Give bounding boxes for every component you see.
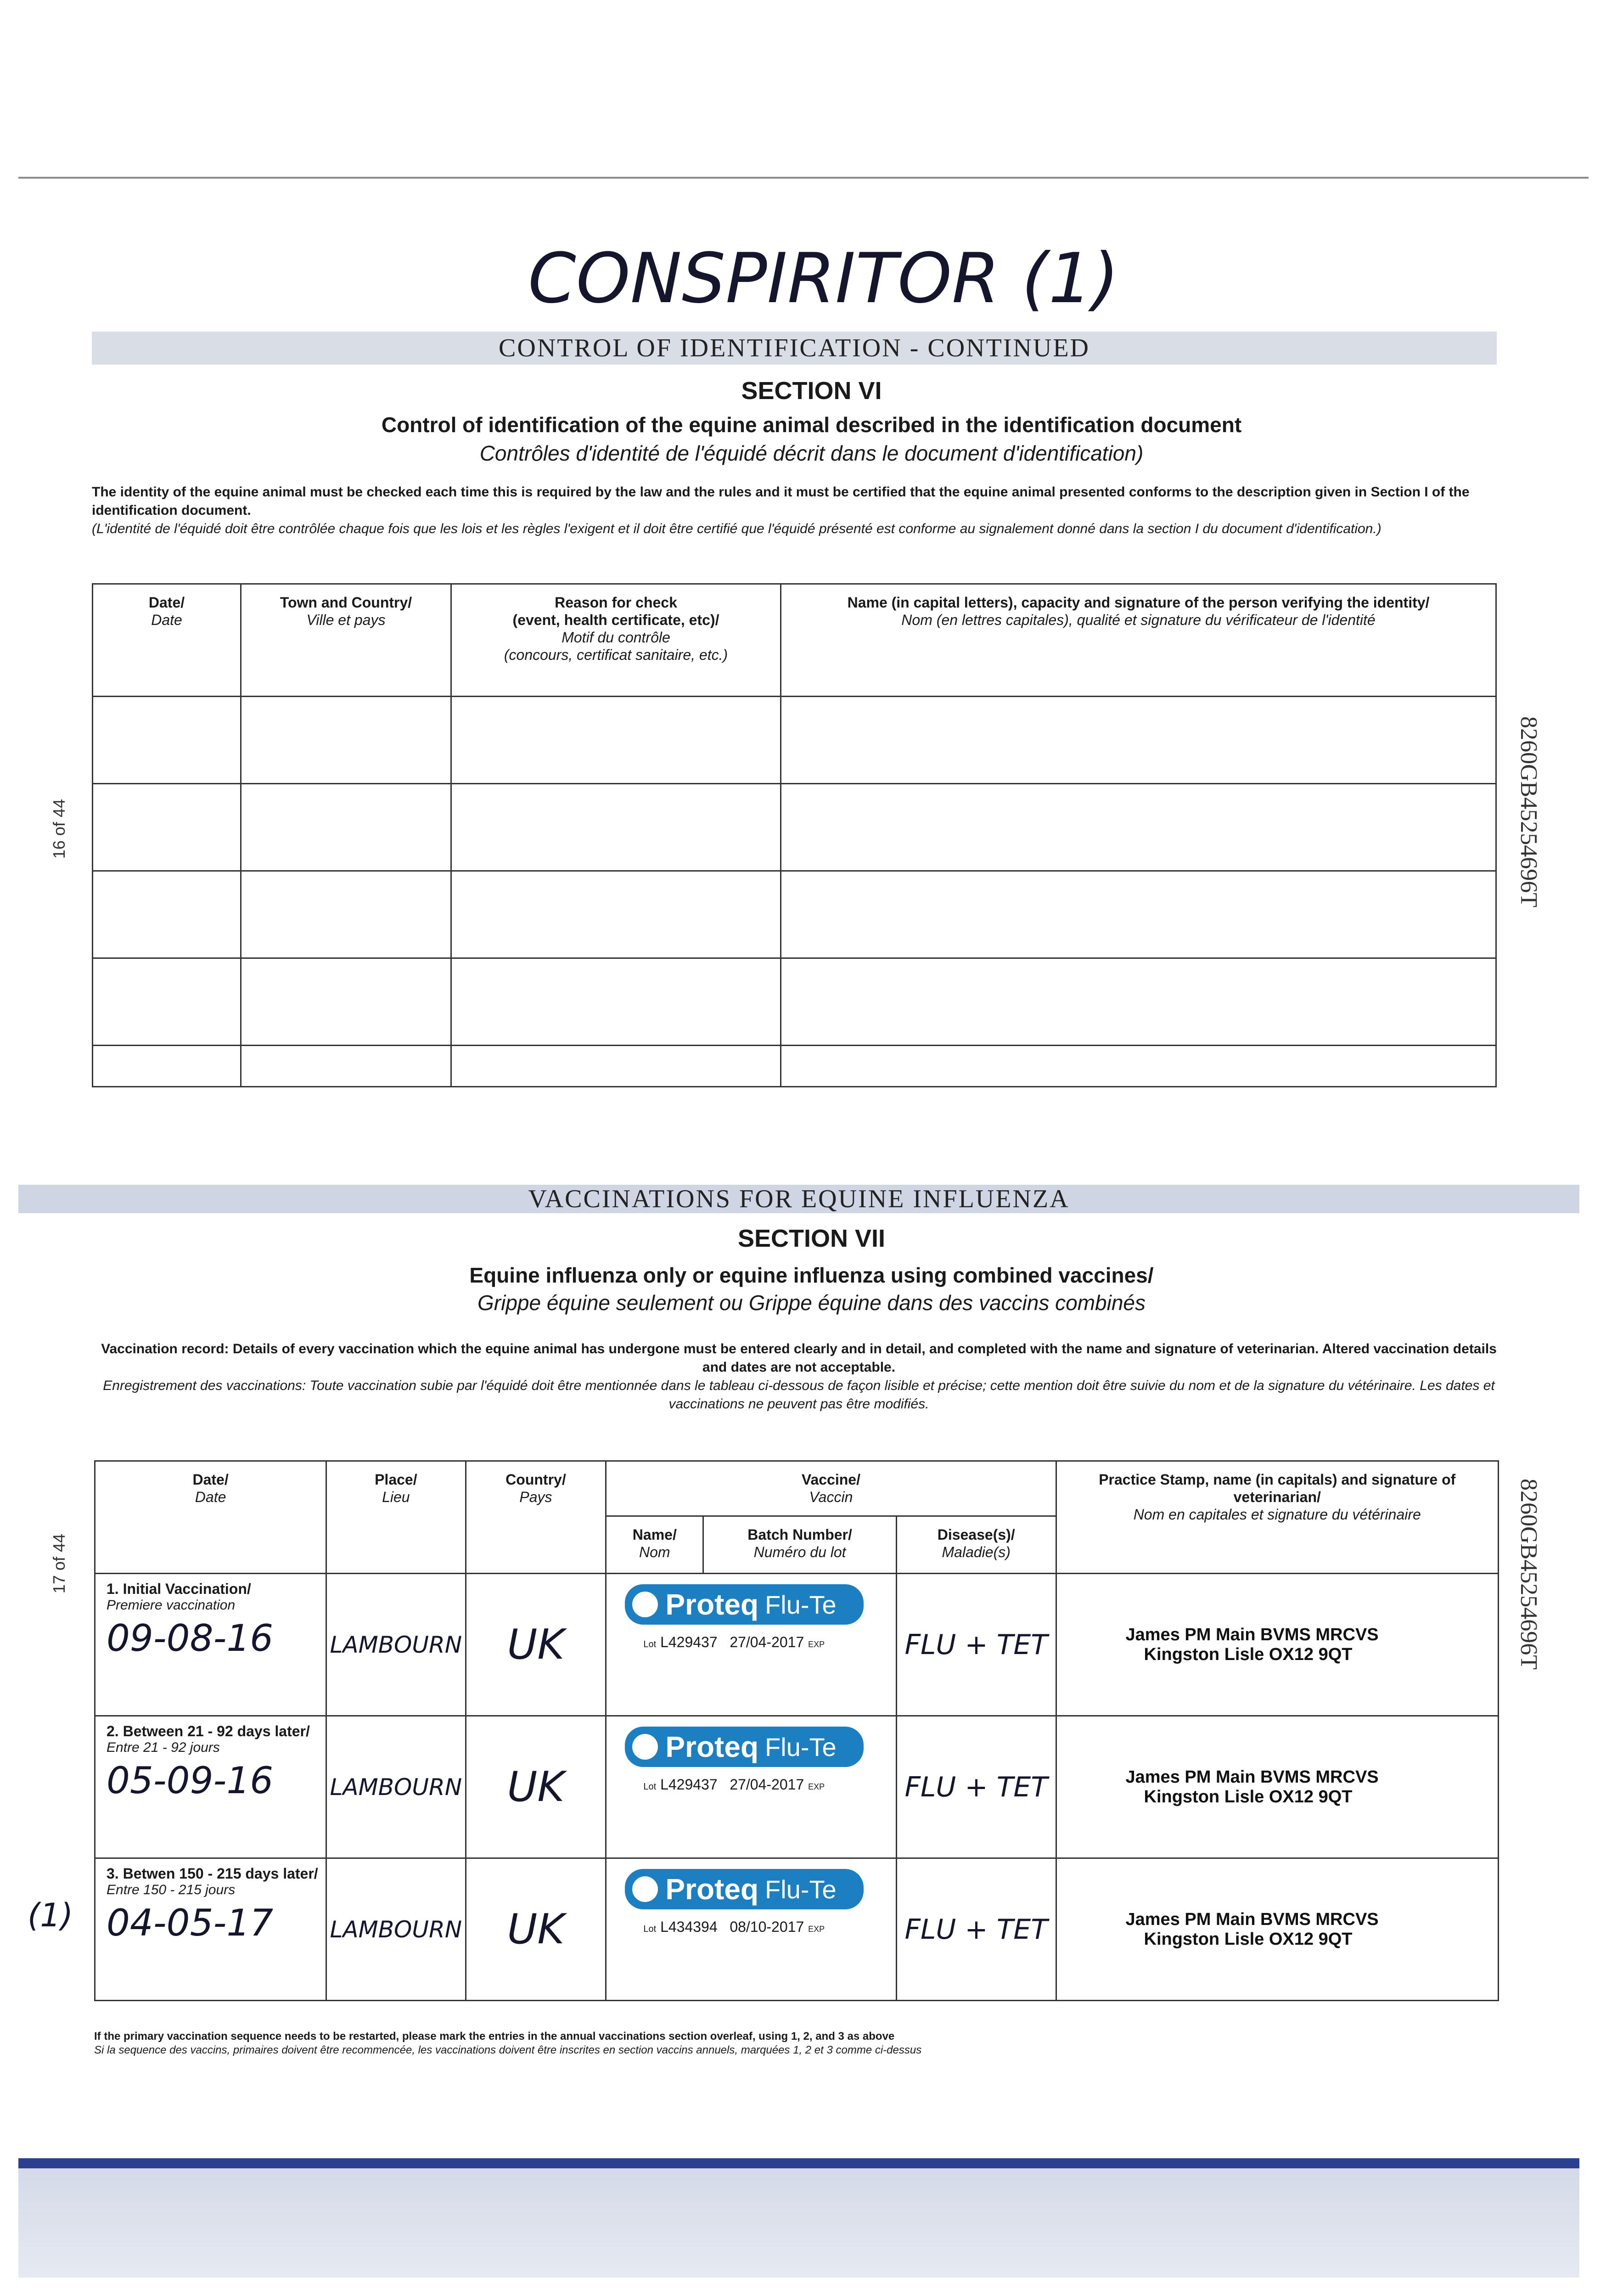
cell-place — [326, 1574, 466, 1716]
vaccine-name: Proteq — [665, 1873, 759, 1906]
table-row — [93, 871, 1496, 958]
section7-heading: SECTION VII — [737, 1225, 886, 1252]
cell-vaccine — [606, 1574, 897, 1716]
cell-stamp — [1056, 1858, 1499, 2001]
vaccine-batch: Lot L434394 08/10-2017 EXP — [643, 1919, 825, 1935]
col-name: Name (in capital letters), capacity and signature of the person verifying the identity/ Nom (en lettres capitales), qualité et signature du vérificateur de l'identité — [781, 584, 1496, 697]
brand-mark-icon — [632, 1876, 658, 1902]
bottom-banner — [18, 1185, 1579, 1213]
cell-date — [95, 1574, 326, 1716]
batch-number: L434394 — [660, 1919, 718, 1935]
vaccination-table — [94, 1460, 1499, 2001]
cell-vaccine — [606, 1716, 897, 1858]
vaccination-disease: FLU + TET — [904, 1771, 1048, 1803]
handwritten-title: CONSPIRITOR (1) — [528, 239, 1119, 319]
table-row — [93, 784, 1496, 871]
margin-mark: (1) — [28, 1896, 73, 1934]
cell-disease — [896, 1716, 1056, 1858]
table-row — [93, 697, 1496, 784]
brand-mark-icon — [632, 1734, 658, 1760]
expiry-date: 27/04-2017 — [730, 1634, 804, 1650]
cell-place — [326, 1858, 466, 2001]
vaccination-disease: FLU + TET — [904, 1913, 1048, 1946]
page-number-17: 17 of 44 — [50, 1534, 68, 1594]
vaccination-disease: FLU + TET — [904, 1628, 1048, 1661]
vaccine-batch: Lot L429437 27/04-2017 EXP — [643, 1634, 825, 1650]
cell-place — [326, 1716, 466, 1858]
vet-address: Kingston Lisle OX12 9QT — [1144, 1644, 1353, 1664]
section6-title: Control of identification of the equine animal described in the identification document — [381, 413, 1242, 437]
footnote — [94, 2030, 1288, 2057]
col-reason: Reason for check (event, health certificate, etc)/ Motif du contrôle (concours, certificat sanitaire, etc.) — [451, 584, 781, 697]
cell-country — [466, 1858, 606, 2001]
side-code-bottom: 8260GB45254696T — [1516, 1479, 1542, 1670]
cell-country — [466, 1574, 606, 1716]
col-place: Place/ Lieu — [326, 1461, 466, 1574]
footnote-fr: Si la sequence des vaccins, primaires doivent être recommencée, les vaccinations doivent être inscrites en section vaccins annuels, marquées 1, 2 et 3 comme ci-dessus — [94, 2044, 922, 2056]
vet-name: James PM Main BVMS MRCVS — [1125, 1625, 1379, 1644]
side-code-top: 8260GB45254696T — [1516, 716, 1542, 907]
row-label-fr: Entre 150 - 215 jours — [107, 1882, 236, 1897]
batch-number: L429437 — [660, 1634, 718, 1650]
section6-title-fr: Contrôles d'identité de l'équidé décrit dans le document d'identification) — [479, 441, 1144, 465]
cell-date — [95, 1858, 326, 2001]
vaccine-variant: Flu-Te — [765, 1732, 837, 1761]
vet-address: Kingston Lisle OX12 9QT — [1144, 1929, 1353, 1949]
col-batch: Batch Number/ Numéro du lot — [703, 1516, 897, 1574]
batch-number: L429437 — [660, 1776, 718, 1793]
section6-paragraph — [92, 483, 1478, 538]
row-label-fr: Premiere vaccination — [107, 1598, 236, 1613]
vaccination-header-row — [95, 1461, 1499, 1516]
cell-country — [466, 1716, 606, 1858]
vaccination-country: UK — [507, 1621, 565, 1669]
vaccine-name: Proteq — [665, 1588, 759, 1621]
vaccine-variant: Flu-Te — [765, 1590, 837, 1619]
cell-stamp — [1056, 1716, 1499, 1858]
section6-paragraph-en: The identity of the equine animal must be checked each time this is required by the law and the rules and it must be certified that the equine animal presented conforms to the description given in Section I of the identification document. — [92, 484, 1470, 518]
vaccination-place: LAMBOURN — [330, 1773, 462, 1801]
row-label: 2. Between 21 - 92 days later/ — [107, 1723, 310, 1739]
col-stamp: Practice Stamp, name (in capitals) and signature of veterinarian/ Nom en capitales et signature du vétérinaire — [1056, 1461, 1499, 1574]
vaccine-name: Proteq — [665, 1730, 759, 1763]
col-vaccine: Vaccine/ Vaccin — [606, 1461, 1056, 1516]
col-disease: Disease(s)/ Maladie(s) — [896, 1516, 1056, 1574]
vaccination-date: 04-05-17 — [107, 1902, 274, 1944]
vaccination-country: UK — [507, 1763, 565, 1811]
section7-title-fr: Grippe équine seulement ou Grippe équine dans des vaccins combinés — [477, 1291, 1146, 1315]
cell-disease — [896, 1574, 1056, 1716]
vaccine-batch: Lot L429437 27/04-2017 EXP — [643, 1776, 825, 1793]
vaccination-date: 05-09-16 — [107, 1759, 274, 1802]
cell-vaccine — [606, 1858, 897, 2001]
section6-heading: SECTION VI — [741, 377, 882, 405]
row-label-fr: Entre 21 - 92 jours — [107, 1740, 220, 1755]
footnote-en: If the primary vaccination sequence needs to be restarted, please mark the entries in the annual vaccinations section overleaf, using 1, 2, and 3 as above — [94, 2030, 895, 2043]
bottom-banner-text: VACCINATIONS FOR EQUINE INFLUENZA — [528, 1185, 1070, 1213]
section7-paragraph — [101, 1340, 1497, 1413]
section7-paragraph-fr: Enregistrement des vaccinations: Toute vaccination subie par l'équidé doit être mentionnée dans le tableau ci-dessous de façon lisible et précise; cette mention doit être suivie du nom et de la signature du vétérinaire. Les dates et vaccinations ne peuvent pas être modifiés. — [103, 1378, 1495, 1412]
row-label: 3. Betwen 150 - 215 days later/ — [107, 1865, 318, 1882]
vet-name: James PM Main BVMS MRCVS — [1125, 1909, 1379, 1929]
vaccination-place: LAMBOURN — [330, 1631, 462, 1658]
cell-disease — [896, 1858, 1056, 2001]
section7-paragraph-en: Vaccination record: Details of every vaccination which the equine animal has undergone must be entered clearly and in detail, and completed with the name and signature of veterinarian. Altered vaccination details and dates are not acceptable. — [101, 1341, 1497, 1375]
table-row — [93, 958, 1496, 1046]
table-header-row — [93, 584, 1496, 697]
col-country: Country/ Pays — [466, 1461, 606, 1574]
brand-mark-icon — [632, 1592, 658, 1617]
vaccine-label-sticker — [625, 1727, 864, 1767]
cell-date — [95, 1716, 326, 1858]
vaccine-variant: Flu-Te — [765, 1874, 837, 1904]
scan-shade-bottom — [18, 2158, 1579, 2278]
vaccination-place: LAMBOURN — [330, 1916, 462, 1943]
section7-title: Equine influenza only or equine influenza using combined vaccines/ — [469, 1263, 1154, 1287]
section6-paragraph-fr: (L'identité de l'équidé doit être contrôlée chaque fois que les lois et les règles l'exigent et il doit être certifié que l'équidé présenté est conforme au signalement donné dans la section I du document d'identification.) — [92, 521, 1382, 536]
row-label: 1. Initial Vaccination/ — [107, 1581, 251, 1597]
scan-edge-line — [18, 177, 1589, 179]
col-date: Date/ Date — [95, 1461, 326, 1574]
vaccine-label-sticker — [625, 1869, 864, 1909]
table-row — [95, 1716, 1499, 1858]
table-row — [95, 1574, 1499, 1716]
scan-blue-edge — [18, 2158, 1579, 2168]
vaccination-country: UK — [507, 1905, 565, 1953]
top-banner — [92, 332, 1497, 365]
table-row — [95, 1858, 1499, 2001]
cell-stamp — [1056, 1574, 1499, 1716]
col-town: Town and Country/ Ville et pays — [241, 584, 451, 697]
table-row — [93, 1046, 1496, 1087]
vet-name: James PM Main BVMS MRCVS — [1125, 1767, 1379, 1787]
vaccination-date: 09-08-16 — [107, 1617, 274, 1660]
expiry-date: 27/04-2017 — [730, 1776, 804, 1793]
vet-address: Kingston Lisle OX12 9QT — [1144, 1787, 1353, 1806]
top-banner-text: CONTROL OF IDENTIFICATION - CONTINUED — [499, 334, 1090, 362]
expiry-date: 08/10-2017 — [730, 1919, 804, 1935]
identification-check-table — [92, 583, 1497, 1087]
page-number-16: 16 of 44 — [50, 799, 68, 859]
vaccine-label-sticker — [625, 1584, 864, 1625]
col-date: Date/ Date — [93, 584, 241, 697]
col-vname: Name/ Nom — [606, 1516, 703, 1574]
